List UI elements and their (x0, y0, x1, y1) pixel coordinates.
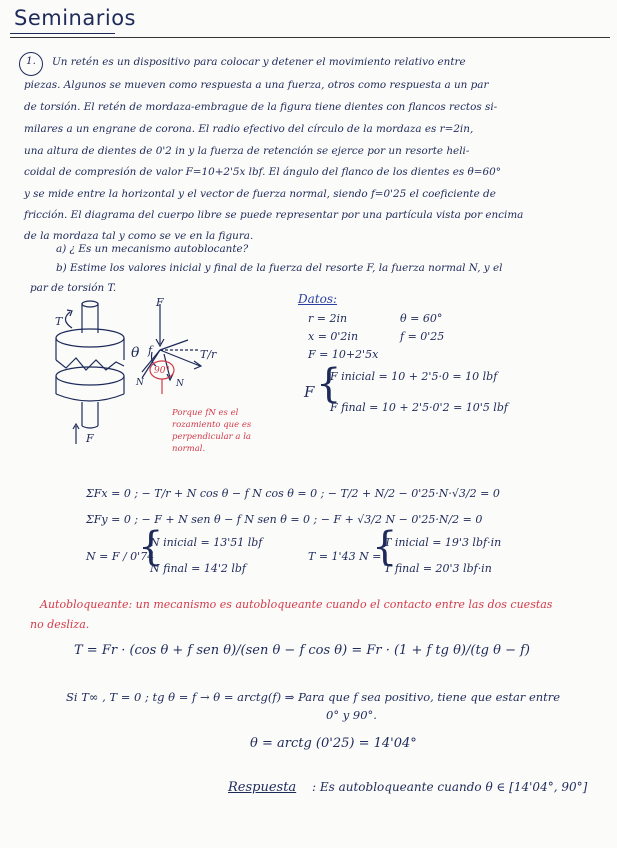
T-brace: { (372, 524, 398, 570)
figure-label-T-left: T (55, 315, 63, 328)
problem-line-1: Un retén es un dispositivo para colocar y detener el movimiento relativo entre (52, 56, 466, 68)
question-b-line-1: b) Estime los valores inicial y final de la fuerza del resorte F, la fuerza normal N, y el (56, 262, 503, 274)
equation-N-final: N final = 14'2 lbf (150, 562, 246, 575)
solution-si-line: Si T∞ , T = 0 ; tg θ = f → θ = arctg(f) ⇒ Para que f sea positivo, tiene que estar entre (66, 690, 561, 704)
figure-note-line-3: perpendicular a la (172, 432, 251, 442)
figure-label-N-right: N (176, 379, 184, 389)
equation-T-expr: T = 1'43 N = (308, 550, 382, 563)
equation-T-inicial: T inicial = 19'3 lbf·in (384, 536, 502, 549)
answer-label: Respuesta (228, 780, 297, 795)
solution-range: 0° y 90°. (326, 708, 377, 722)
header-rule (10, 37, 610, 38)
figure-label-90: 90° (154, 366, 170, 376)
question-b-line-2: par de torsión T. (30, 282, 117, 294)
equation-T-final: T final = 20'3 lbf·in (384, 562, 492, 575)
problem-number: 1. (26, 55, 36, 67)
shaft-bottom-cap (82, 426, 98, 428)
figure-label-f: f (148, 344, 153, 357)
problem-line-8: fricción. El diagrama del cuerpo libre se puede representar por una partícula vista por encima (24, 209, 524, 221)
problem-line-3: de torsión. El retén de mordaza-embrague de la figura tiene dientes con flancos rectos si- (24, 101, 498, 113)
problem-line-5: una altura de dientes de 0'2 in y la fuerza de retención se ejerce por un resorte heli- (24, 145, 470, 157)
datos-header: Datos: (298, 292, 338, 306)
autoblocante-line-1: Autobloqueante: un mecanismo es autobloqueante cuando el contacto entre las dos cuestas (40, 598, 553, 611)
page-title: Seminarios (14, 6, 136, 30)
answer-text: : Es autobloqueante cuando θ ∈ [14'04°, 90°] (312, 780, 588, 794)
lower-rim (56, 394, 124, 401)
solution-arctg: θ = arctg (0'25) = 14'04° (250, 736, 417, 751)
problem-line-2: piezas. Algunos se mueven como respuesta a una fuerza, otros como respuesta a un par (24, 79, 489, 91)
figure-label-F-top: F (156, 296, 164, 309)
figure-note-line-4: normal. (172, 444, 206, 454)
free-body-diagram (130, 292, 240, 402)
figure-label-N-left: N (136, 378, 144, 388)
figure-label-F-bottom: F (86, 432, 94, 445)
tooth-flank-right (160, 340, 188, 350)
datos-brace: { (316, 361, 342, 407)
datos-F-label: F (304, 383, 315, 401)
equation-N-expr: N = F / 0'74 (86, 550, 155, 563)
N-brace: { (138, 524, 164, 570)
shaft-top-cap (82, 301, 98, 307)
problem-line-7: y se mide entre la horizontal y el vector de fuerza normal, siendo f=0'25 el coeficiente de (24, 188, 496, 200)
figure-note-line-1: Porque fN es el (172, 408, 239, 418)
title-underline (10, 33, 115, 34)
figure-label-T-over-r: T/r (200, 348, 217, 361)
figure-label-theta: θ (131, 345, 140, 361)
datos-x: x = 0'2in (308, 330, 359, 343)
equation-N-inicial: N inicial = 13'51 lbf (150, 536, 263, 549)
datos-r: r = 2in (308, 312, 348, 325)
problem-line-9: de la mordaza tal y como se ve en la figura. (24, 230, 254, 242)
datos-theta: θ = 60° (400, 312, 443, 325)
question-a: a) ¿ Es un mecanismo autoblocante? (56, 243, 249, 255)
collar-top (56, 329, 124, 347)
datos-F-final: F final = 10 + 2'5·0'2 = 10'5 lbf (330, 401, 508, 414)
equation-sum-fx: ΣFx = 0 ; − T/r + N cos θ − f N cos θ = 0 ; − T/2 + N/2 − 0'25·N·√3/2 = 0 (86, 487, 500, 500)
datos-F: F = 10+2'5x (308, 348, 379, 361)
autoblocante-line-2: no desliza. (30, 618, 90, 631)
equation-sum-fy: ΣFy = 0 ; − F + N sen θ − f N sen θ = 0 ; − F + √3/2 N − 0'25·N/2 = 0 (86, 513, 483, 526)
teeth-line (56, 358, 124, 370)
datos-F-inicial: F inicial = 10 + 2'5·0 = 10 lbf (330, 370, 498, 383)
problem-line-4: milares a un engrane de corona. El radio efectivo del círculo de la mordaza es r=2in, (24, 123, 474, 135)
lower-body (56, 367, 124, 385)
figure-note-line-2: rozamiento que es (172, 420, 252, 430)
problem-line-6: coidal de compresión de valor F=10+2'5x lbf. El ángulo del flanco de los dientes es θ=60° (24, 166, 501, 178)
datos-f: f = 0'25 (400, 330, 445, 343)
solution-T-formula: T = Fr · (cos θ + f sen θ)/(sen θ − f cos θ) = Fr · (1 + f tg θ)/(tg θ − f) (74, 643, 531, 658)
